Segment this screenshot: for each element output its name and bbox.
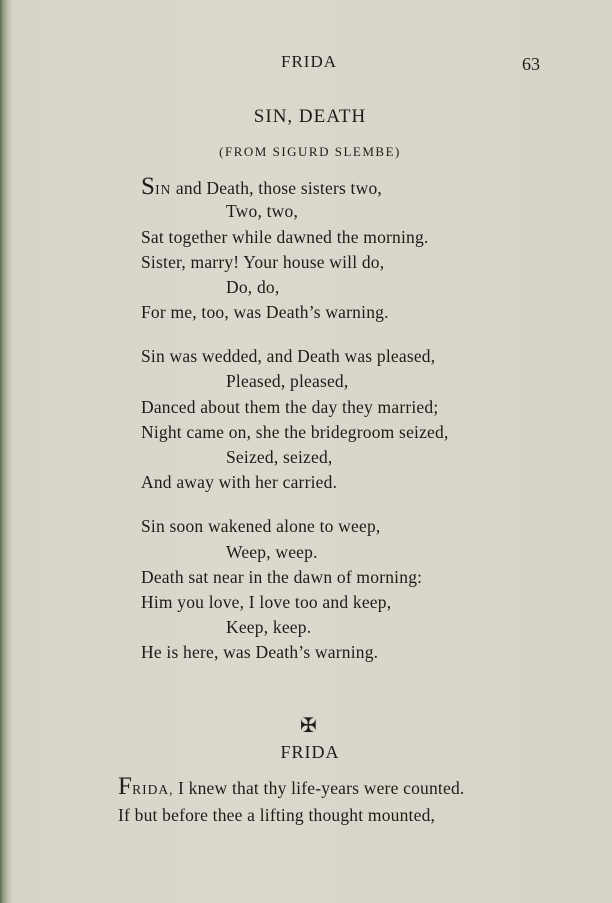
small-caps-word: IN	[155, 182, 172, 197]
poem-line: For me, too, was Death’s warning.	[141, 302, 389, 322]
poem-line: Danced about them the day they married;	[141, 397, 439, 417]
poem-line: Night came on, she the bridegroom seized,	[141, 422, 449, 442]
poem-line: Keep, keep.	[226, 617, 312, 637]
poem-line: Sin was wedded, and Death was pleased,	[141, 346, 436, 366]
section-line: If but before thee a lifting thought mounted,	[118, 805, 436, 825]
poem-line: Two, two,	[226, 201, 299, 221]
section-first-line	[118, 774, 465, 799]
poem-line: Weep, weep.	[226, 542, 318, 562]
poem-line: Sister, marry! Your house will do,	[141, 252, 385, 272]
poem-line: Sat together while dawned the morning.	[141, 227, 429, 247]
poem-title: SIN, DEATH	[253, 106, 367, 127]
poem-line: Do, do,	[226, 277, 280, 297]
section-title: FRIDA	[280, 742, 340, 762]
running-header-title: FRIDA	[281, 52, 338, 71]
poem-line: He is here, was Death’s warning.	[141, 642, 379, 662]
drop-cap: F	[118, 773, 133, 800]
drop-cap: S	[141, 173, 156, 200]
poem-line: Him you love, I love too and keep,	[141, 592, 392, 612]
poem-line: And away with her carried.	[141, 472, 338, 492]
poem-line: Seized, seized,	[226, 447, 333, 467]
poem-line: Death sat near in the dawn of morning:	[141, 567, 423, 587]
cross-ornament-icon: ✠	[300, 715, 317, 737]
page-number: 63	[522, 54, 540, 74]
poem-line: Pleased, pleased,	[226, 371, 349, 391]
poem-first-line	[141, 174, 382, 199]
book-spine-edge	[0, 0, 12, 903]
running-header	[0, 52, 612, 76]
line-text: I knew that thy life-years were counted.	[173, 778, 465, 798]
small-caps-word: RIDA,	[132, 782, 174, 797]
poem-line: Sin soon wakened alone to weep,	[141, 516, 381, 536]
line-text: and Death, those sisters two,	[171, 178, 382, 198]
poem-subtitle: (FROM SIGURD SLEMBE)	[219, 144, 401, 159]
